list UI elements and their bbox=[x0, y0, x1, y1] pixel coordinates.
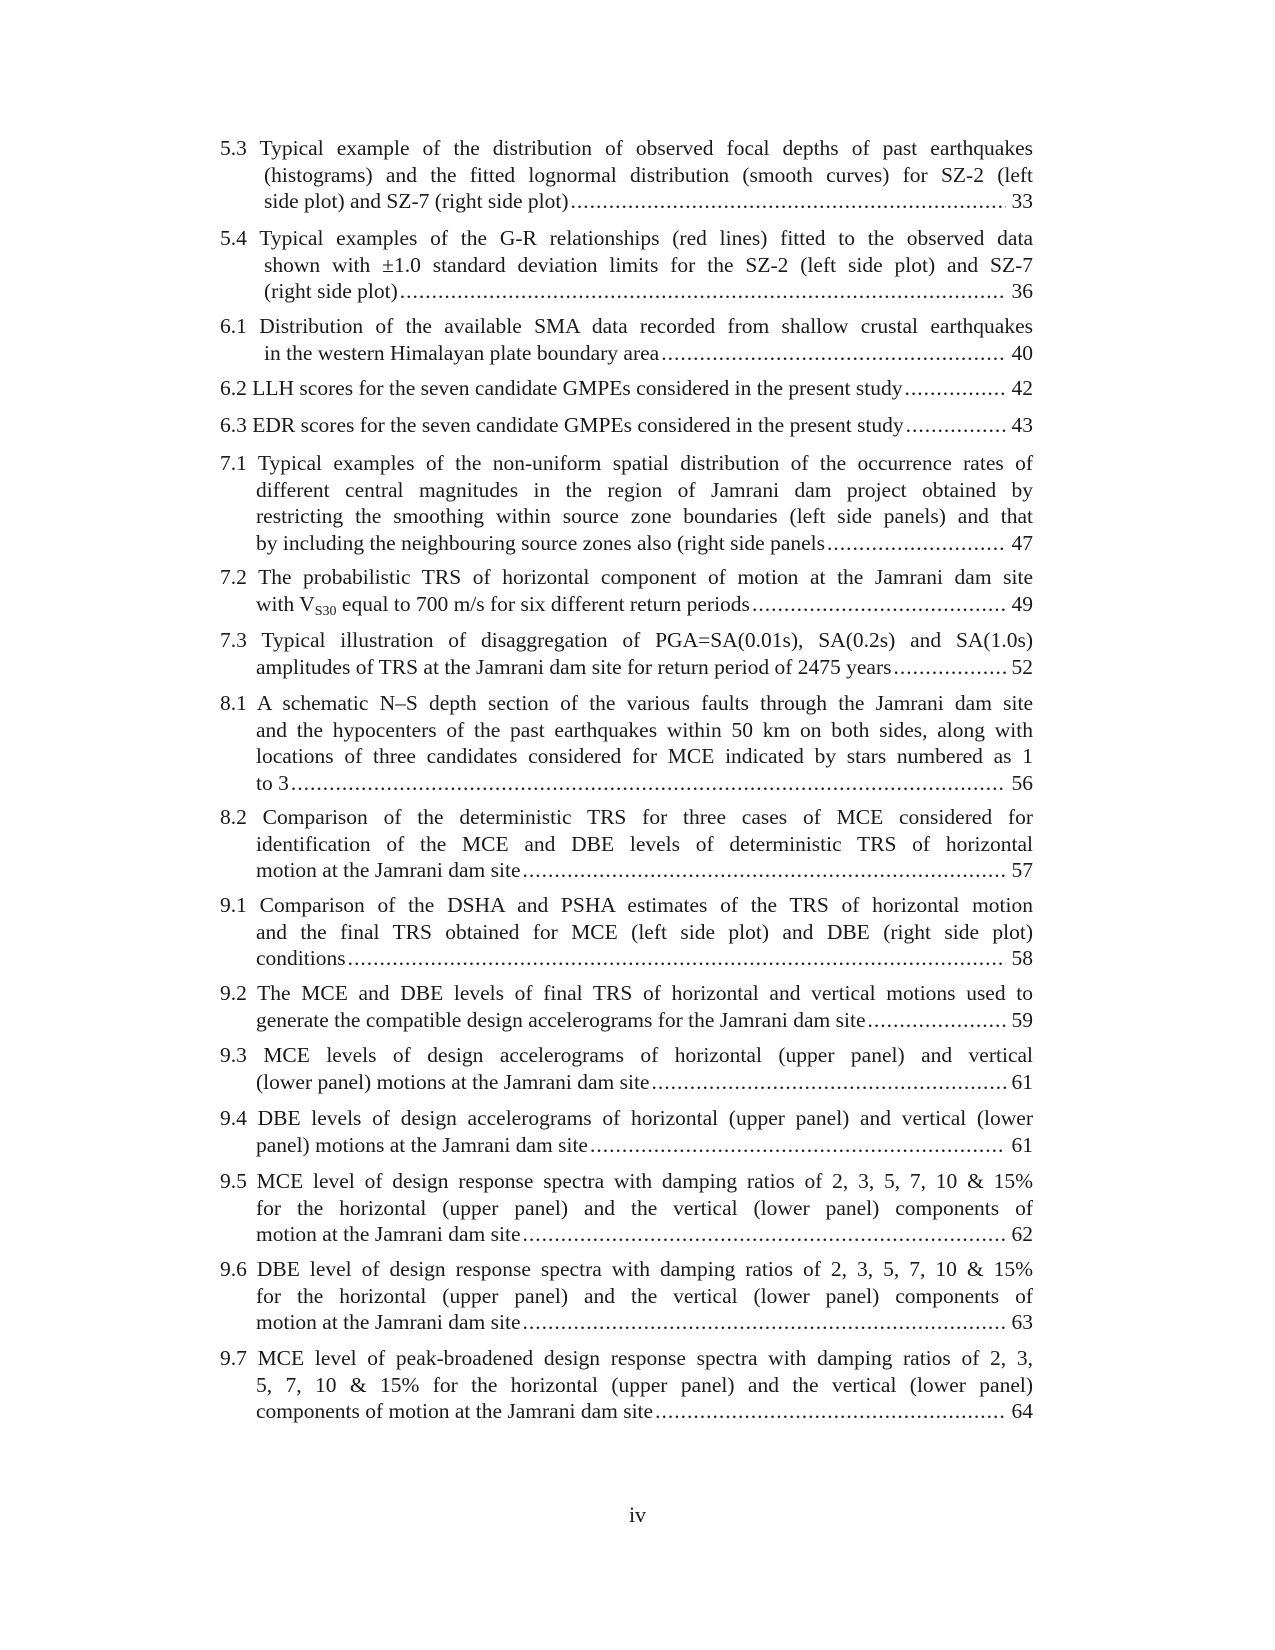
entry-first-line bbox=[220, 1256, 1033, 1283]
entry-text: DBE levels of design accelerograms of horizontal (upper panel) and vertical (lower bbox=[257, 1106, 1034, 1130]
entry-text: MCE level of design response spectra with damping ratios of 2, 3, 5, 7, 10 & 15% bbox=[256, 1169, 1034, 1193]
figure-number: 6.1 bbox=[220, 314, 247, 338]
page-reference[interactable]: 63 bbox=[1011, 1310, 1033, 1334]
entry-continuation-line bbox=[220, 252, 1033, 279]
entry-text-end: motion at the Jamrani dam site bbox=[256, 1222, 521, 1246]
entry-last-line bbox=[220, 1007, 1033, 1034]
dot-leader bbox=[523, 857, 1006, 884]
entry-first-line bbox=[220, 313, 1033, 340]
figure-number: 7.1 bbox=[220, 451, 247, 475]
entry-text-end: amplitudes of TRS at the Jamrani dam site for return period of 2475 years bbox=[256, 654, 892, 679]
entry-text: Comparison of the deterministic TRS for three cases of MCE considered for bbox=[262, 805, 1034, 829]
entry-text: Typical example of the distribution of observed focal depths of past earthquakes bbox=[259, 136, 1033, 160]
entry-text: shown with ±1.0 standard deviation limits for the SZ-2 (left side plot) and SZ-7 bbox=[264, 252, 1033, 277]
figure-number: 9.1 bbox=[220, 893, 247, 917]
entry-text: and the final TRS obtained for MCE (left side plot) and DBE (right side plot) bbox=[256, 919, 1033, 944]
figure-entry-8-1[interactable] bbox=[220, 690, 1033, 796]
figure-entry-9-5[interactable] bbox=[220, 1168, 1033, 1248]
entry-last-line bbox=[220, 188, 1033, 215]
dot-leader bbox=[906, 412, 1006, 439]
entry-continuation-line bbox=[220, 831, 1033, 858]
entry-last-line bbox=[220, 530, 1033, 557]
page-reference[interactable]: 57 bbox=[1011, 858, 1033, 882]
entry-text: identification of the MCE and DBE levels of deterministic TRS of horizontal bbox=[256, 831, 1033, 856]
entry-text bbox=[256, 945, 346, 972]
entry-first-line bbox=[220, 135, 1033, 162]
entry-text bbox=[256, 1007, 866, 1034]
entry-text: and the hypocenters of the past earthquakes within 50 km on both sides, along with bbox=[256, 717, 1033, 742]
entry-text bbox=[256, 1309, 521, 1336]
entry-last-line bbox=[220, 1309, 1033, 1336]
entry-text-end: equal to 700 m/s for six different return periods bbox=[336, 591, 750, 616]
figure-number: 9.2 bbox=[220, 981, 247, 1005]
dot-leader bbox=[904, 375, 1005, 402]
page-reference[interactable]: 43 bbox=[1011, 413, 1033, 437]
dot-leader bbox=[651, 1069, 1005, 1096]
page-reference[interactable]: 33 bbox=[1011, 189, 1033, 213]
entry-text: (histograms) and the fitted lognormal distribution (smooth curves) for SZ-2 (left bbox=[264, 162, 1033, 187]
dot-leader bbox=[894, 654, 1006, 681]
figure-number: 9.3 bbox=[220, 1043, 247, 1067]
entry-continuation-line bbox=[220, 477, 1033, 504]
entry-continuation-line bbox=[220, 162, 1033, 189]
entry-text: Typical examples of the non-uniform spatial distribution of the occurrence rates of bbox=[257, 451, 1033, 475]
entry-text: MCE levels of design accelerograms of horizontal (upper panel) and vertical bbox=[263, 1043, 1034, 1067]
entry-last-line bbox=[220, 340, 1033, 367]
page-reference[interactable]: 40 bbox=[1011, 340, 1033, 365]
entry-text bbox=[256, 1221, 521, 1248]
figure-number: 9.7 bbox=[220, 1346, 247, 1370]
figure-entry-9-4[interactable] bbox=[220, 1105, 1033, 1158]
figure-entry-7-1[interactable] bbox=[220, 450, 1033, 556]
entry-continuation-line bbox=[220, 919, 1033, 946]
page-reference[interactable]: 58 bbox=[1011, 946, 1033, 970]
entry-text: The probabilistic TRS of horizontal component of motion at the Jamrani dam site bbox=[258, 565, 1033, 589]
figure-entry-8-2[interactable] bbox=[220, 804, 1033, 884]
entry-text-end: by including the neighbouring source zones also (right side panels bbox=[256, 530, 826, 555]
entry-text bbox=[256, 1132, 588, 1159]
entry-text: for the horizontal (upper panel) and the vertical (lower panel) components of bbox=[256, 1195, 1033, 1220]
page-reference[interactable]: 59 bbox=[1011, 1007, 1033, 1032]
entry-text-end: to 3 bbox=[256, 770, 289, 795]
page-reference[interactable]: 52 bbox=[1011, 654, 1033, 679]
page-reference[interactable]: 61 bbox=[1011, 1132, 1033, 1157]
figure-number: 5.3 bbox=[220, 136, 247, 160]
entry-text bbox=[256, 1069, 649, 1096]
figure-number: 9.5 bbox=[220, 1169, 247, 1193]
entry-text-end: conditions bbox=[256, 946, 346, 970]
dot-leader bbox=[348, 945, 1006, 972]
figure-number: 7.3 bbox=[220, 628, 247, 652]
entry-continuation-line bbox=[220, 1283, 1033, 1310]
page-reference[interactable]: 49 bbox=[1011, 591, 1033, 616]
entry-text bbox=[220, 375, 902, 402]
page-reference[interactable]: 56 bbox=[1011, 770, 1033, 795]
entry-text bbox=[256, 591, 750, 618]
page-reference[interactable]: 42 bbox=[1011, 376, 1033, 400]
entry-text bbox=[256, 770, 289, 797]
entry-continuation-line bbox=[220, 503, 1033, 530]
entry-text-prefix: with V bbox=[256, 591, 315, 616]
entry-first-line bbox=[220, 690, 1033, 717]
figure-number: 6.2 bbox=[220, 376, 247, 400]
dot-leader bbox=[590, 1132, 1006, 1159]
entry-last-line bbox=[220, 591, 1033, 618]
dot-leader bbox=[291, 770, 1006, 797]
page-reference[interactable]: 36 bbox=[1011, 279, 1033, 303]
entry-text: DBE level of design response spectra with damping ratios of 2, 3, 5, 7, 10 & 15% bbox=[256, 1257, 1033, 1281]
entry-text-end: EDR scores for the seven candidate GMPEs considered in the present study bbox=[252, 413, 904, 437]
entry-text: MCE level of peak-broadened design response spectra with damping ratios of 2, 3, bbox=[257, 1346, 1033, 1370]
entry-text: Distribution of the available SMA data recorded from shallow crustal earthquakes bbox=[259, 314, 1034, 338]
entry-text-end: in the western Himalayan plate boundary area bbox=[264, 340, 660, 365]
entry-text: A schematic N–S depth section of the various faults through the Jamrani dam site bbox=[256, 691, 1033, 715]
page-reference[interactable]: 64 bbox=[1011, 1399, 1033, 1423]
entry-last-line bbox=[220, 375, 1033, 402]
page-reference[interactable]: 62 bbox=[1011, 1222, 1033, 1246]
dot-leader bbox=[827, 530, 1005, 557]
entry-text bbox=[220, 412, 904, 439]
entry-first-line bbox=[220, 1042, 1033, 1069]
entry-text-end: components of motion at the Jamrani dam site bbox=[256, 1399, 654, 1423]
dot-leader bbox=[523, 1221, 1006, 1248]
page-reference[interactable]: 47 bbox=[1011, 530, 1033, 555]
entry-text: locations of three candidates considered for MCE indicated by stars numbered as 1 bbox=[256, 744, 1033, 768]
entry-text-end: motion at the Jamrani dam site bbox=[256, 1310, 521, 1334]
entry-text-end: (right side plot) bbox=[264, 279, 398, 303]
figure-entry-5-4[interactable] bbox=[220, 225, 1033, 305]
entry-text bbox=[256, 857, 521, 884]
page-reference[interactable]: 61 bbox=[1011, 1069, 1033, 1094]
entry-text bbox=[256, 1398, 653, 1425]
entry-text bbox=[256, 654, 892, 681]
figure-entry-6-3[interactable] bbox=[220, 412, 1033, 439]
entry-text-end: generate the compatible design accelerograms for the Jamrani dam site bbox=[256, 1007, 866, 1032]
entry-continuation-line bbox=[220, 743, 1033, 770]
entry-continuation-line bbox=[220, 717, 1033, 744]
entry-text-end: motion at the Jamrani dam site bbox=[256, 858, 521, 882]
entry-first-line bbox=[220, 1345, 1033, 1372]
entry-text bbox=[264, 188, 569, 215]
figure-entry-9-2[interactable] bbox=[220, 980, 1033, 1033]
figure-number: 8.2 bbox=[220, 805, 247, 829]
figure-entry-5-3[interactable] bbox=[220, 135, 1033, 215]
entry-first-line bbox=[220, 892, 1033, 919]
dot-leader bbox=[661, 340, 1005, 367]
entry-text-end: LLH scores for the seven candidate GMPEs considered in the present study bbox=[252, 376, 903, 400]
entry-last-line bbox=[220, 412, 1033, 439]
entry-text bbox=[264, 278, 398, 305]
entry-first-line bbox=[220, 804, 1033, 831]
figure-number: 9.6 bbox=[220, 1257, 247, 1281]
entry-first-line bbox=[220, 1168, 1033, 1195]
figure-number: 8.1 bbox=[220, 691, 247, 715]
entry-text-end: panel) motions at the Jamrani dam site bbox=[256, 1132, 588, 1157]
entry-last-line bbox=[220, 278, 1033, 305]
entry-text: Typical illustration of disaggregation of PGA=SA(0.01s), SA(0.2s) and SA(1.0s) bbox=[261, 628, 1033, 652]
entry-first-line bbox=[220, 450, 1033, 477]
dot-leader bbox=[868, 1007, 1006, 1034]
entry-first-line bbox=[220, 980, 1033, 1007]
figure-entry-9-6[interactable] bbox=[220, 1256, 1033, 1336]
entry-continuation-line bbox=[220, 1372, 1033, 1399]
dot-leader bbox=[752, 591, 1006, 618]
entry-first-line bbox=[220, 627, 1033, 654]
figure-entry-7-3[interactable] bbox=[220, 627, 1033, 680]
entry-text: Comparison of the DSHA and PSHA estimates of the TRS of horizontal motion bbox=[259, 893, 1033, 917]
entry-text: for the horizontal (upper panel) and the vertical (lower panel) components of bbox=[256, 1283, 1033, 1308]
dot-leader bbox=[400, 278, 1006, 305]
entry-text bbox=[264, 340, 659, 367]
entry-last-line bbox=[220, 1132, 1033, 1159]
entry-text-end: (lower panel) motions at the Jamrani dam site bbox=[256, 1069, 650, 1094]
figure-number: 5.4 bbox=[220, 226, 247, 250]
entry-last-line bbox=[220, 945, 1033, 972]
figure-number: 9.4 bbox=[220, 1106, 247, 1130]
figure-entry-6-2[interactable] bbox=[220, 375, 1033, 402]
entry-last-line bbox=[220, 654, 1033, 681]
entry-last-line bbox=[220, 770, 1033, 797]
entry-text: 5, 7, 10 & 15% for the horizontal (upper panel) and the vertical (lower panel) bbox=[256, 1372, 1033, 1397]
entry-text-end: side plot) and SZ-7 (right side plot) bbox=[264, 189, 569, 213]
figure-entry-9-7[interactable] bbox=[220, 1345, 1033, 1425]
entry-first-line bbox=[220, 1105, 1033, 1132]
subscript: S30 bbox=[314, 603, 337, 619]
entry-first-line bbox=[220, 225, 1033, 252]
entry-text: The MCE and DBE levels of final TRS of horizontal and vertical motions used to bbox=[257, 981, 1033, 1005]
figure-entry-9-3[interactable] bbox=[220, 1042, 1033, 1095]
figure-number: 7.2 bbox=[220, 565, 247, 589]
entry-last-line bbox=[220, 1069, 1033, 1096]
entry-text: different central magnitudes in the region of Jamrani dam project obtained by bbox=[256, 477, 1033, 502]
entry-last-line bbox=[220, 1398, 1033, 1425]
entry-text: restricting the smoothing within source zone boundaries (left side panels) and that bbox=[256, 504, 1033, 528]
entry-last-line bbox=[220, 1221, 1033, 1248]
figure-entry-9-1[interactable] bbox=[220, 892, 1033, 972]
dot-leader bbox=[655, 1398, 1005, 1425]
page-number: iv bbox=[628, 1502, 647, 1527]
figure-number: 6.3 bbox=[220, 413, 247, 437]
entry-first-line bbox=[220, 564, 1033, 591]
entry-continuation-line bbox=[220, 1195, 1033, 1222]
dot-leader bbox=[571, 188, 1006, 215]
figure-entry-6-1[interactable] bbox=[220, 313, 1033, 366]
entry-text: Typical examples of the G-R relationships (red lines) fitted to the observed data bbox=[259, 226, 1033, 250]
dot-leader bbox=[523, 1309, 1006, 1336]
figure-entry-7-2[interactable] bbox=[220, 564, 1033, 617]
entry-text bbox=[256, 530, 825, 557]
entry-last-line bbox=[220, 857, 1033, 884]
